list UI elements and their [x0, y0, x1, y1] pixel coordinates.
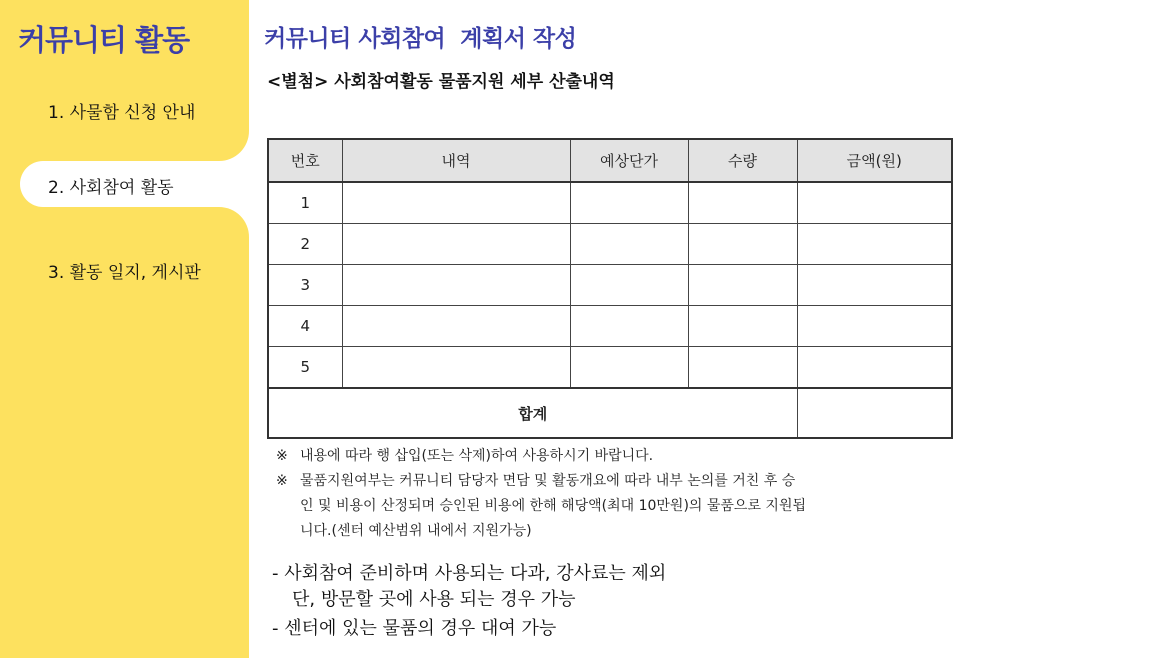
table-row [268, 265, 952, 306]
note-line [276, 494, 806, 519]
table-row [268, 306, 952, 347]
sidebar-item-activity-log[interactable]: 3. 활동 일지, 게시판 [48, 263, 201, 283]
sidebar [0, 0, 249, 658]
active-tab-corner-bottom [219, 207, 249, 237]
sidebar-item-social-participation[interactable] [20, 161, 249, 207]
cell-quantity[interactable] [688, 265, 797, 306]
guideline-rental: - 센터에 있는 물품의 경우 대여 가능 [272, 618, 557, 639]
note-line [276, 469, 795, 494]
header-number: 번호 [268, 139, 342, 182]
note-text: 물품지원여부는 커뮤니티 담당자 면담 및 활동개요에 따라 내부 논의를 거친 후 승 [300, 473, 796, 489]
cell-unit-price[interactable] [570, 182, 688, 224]
cell-unit-price[interactable] [570, 224, 688, 265]
header-amount: 금액(원) [797, 139, 952, 182]
header-unit-price: 예상단가 [570, 139, 688, 182]
page-title: 커뮤니티 사회참여 계획서 작성 [264, 26, 577, 52]
budget-table [267, 138, 953, 439]
cell-amount[interactable] [797, 306, 952, 347]
document-heading: <별첨> 사회참여활동 물품지원 세부 산출내역 [267, 72, 615, 92]
note-text: 인 및 비용이 산정되며 승인된 비용에 한해 해당액(최대 10만원)의 물품으로 지원됩 [300, 498, 807, 514]
note-text: 니다.(센터 예산범위 내에서 지원가능) [300, 523, 532, 539]
cell-quantity[interactable] [688, 306, 797, 347]
cell-item[interactable] [342, 347, 570, 389]
table-header-row [268, 139, 952, 182]
note-mark: ※ [276, 448, 288, 464]
total-label: 합계 [268, 388, 797, 438]
cell-unit-price[interactable] [570, 265, 688, 306]
table-total-row [268, 388, 952, 438]
cell-quantity[interactable] [688, 224, 797, 265]
header-item: 내역 [342, 139, 570, 182]
note-line [276, 444, 653, 469]
sidebar-item-label: 2. 사회참여 활동 [48, 178, 174, 198]
table-row [268, 182, 952, 224]
sidebar-title: 커뮤니티 활동 [18, 23, 190, 57]
cell-quantity[interactable] [688, 182, 797, 224]
table-row [268, 347, 952, 389]
row-number: 3 [268, 265, 342, 306]
cell-amount[interactable] [797, 182, 952, 224]
header-quantity: 수량 [688, 139, 797, 182]
cell-unit-price[interactable] [570, 306, 688, 347]
cell-item[interactable] [342, 265, 570, 306]
row-number: 2 [268, 224, 342, 265]
cell-item[interactable] [342, 224, 570, 265]
sidebar-item-locker-application[interactable]: 1. 사물함 신청 안내 [48, 103, 196, 123]
row-number: 5 [268, 347, 342, 389]
table-row [268, 224, 952, 265]
note-line [276, 519, 532, 544]
active-tab-corner-top [219, 131, 249, 161]
row-number: 4 [268, 306, 342, 347]
cell-amount[interactable] [797, 347, 952, 389]
note-text: 내용에 따라 행 삽입(또는 삭제)하여 사용하시기 바랍니다. [300, 448, 654, 464]
cell-item[interactable] [342, 306, 570, 347]
cell-item[interactable] [342, 182, 570, 224]
cell-total-amount[interactable] [797, 388, 952, 438]
cell-unit-price[interactable] [570, 347, 688, 389]
cell-amount[interactable] [797, 265, 952, 306]
cell-quantity[interactable] [688, 347, 797, 389]
row-number: 1 [268, 182, 342, 224]
cell-amount[interactable] [797, 224, 952, 265]
guideline-exception: 단, 방문할 곳에 사용 되는 경우 가능 [292, 589, 576, 610]
guideline-exclusion: - 사회참여 준비하며 사용되는 다과, 강사료는 제외 [272, 563, 667, 584]
note-mark: ※ [276, 473, 288, 489]
